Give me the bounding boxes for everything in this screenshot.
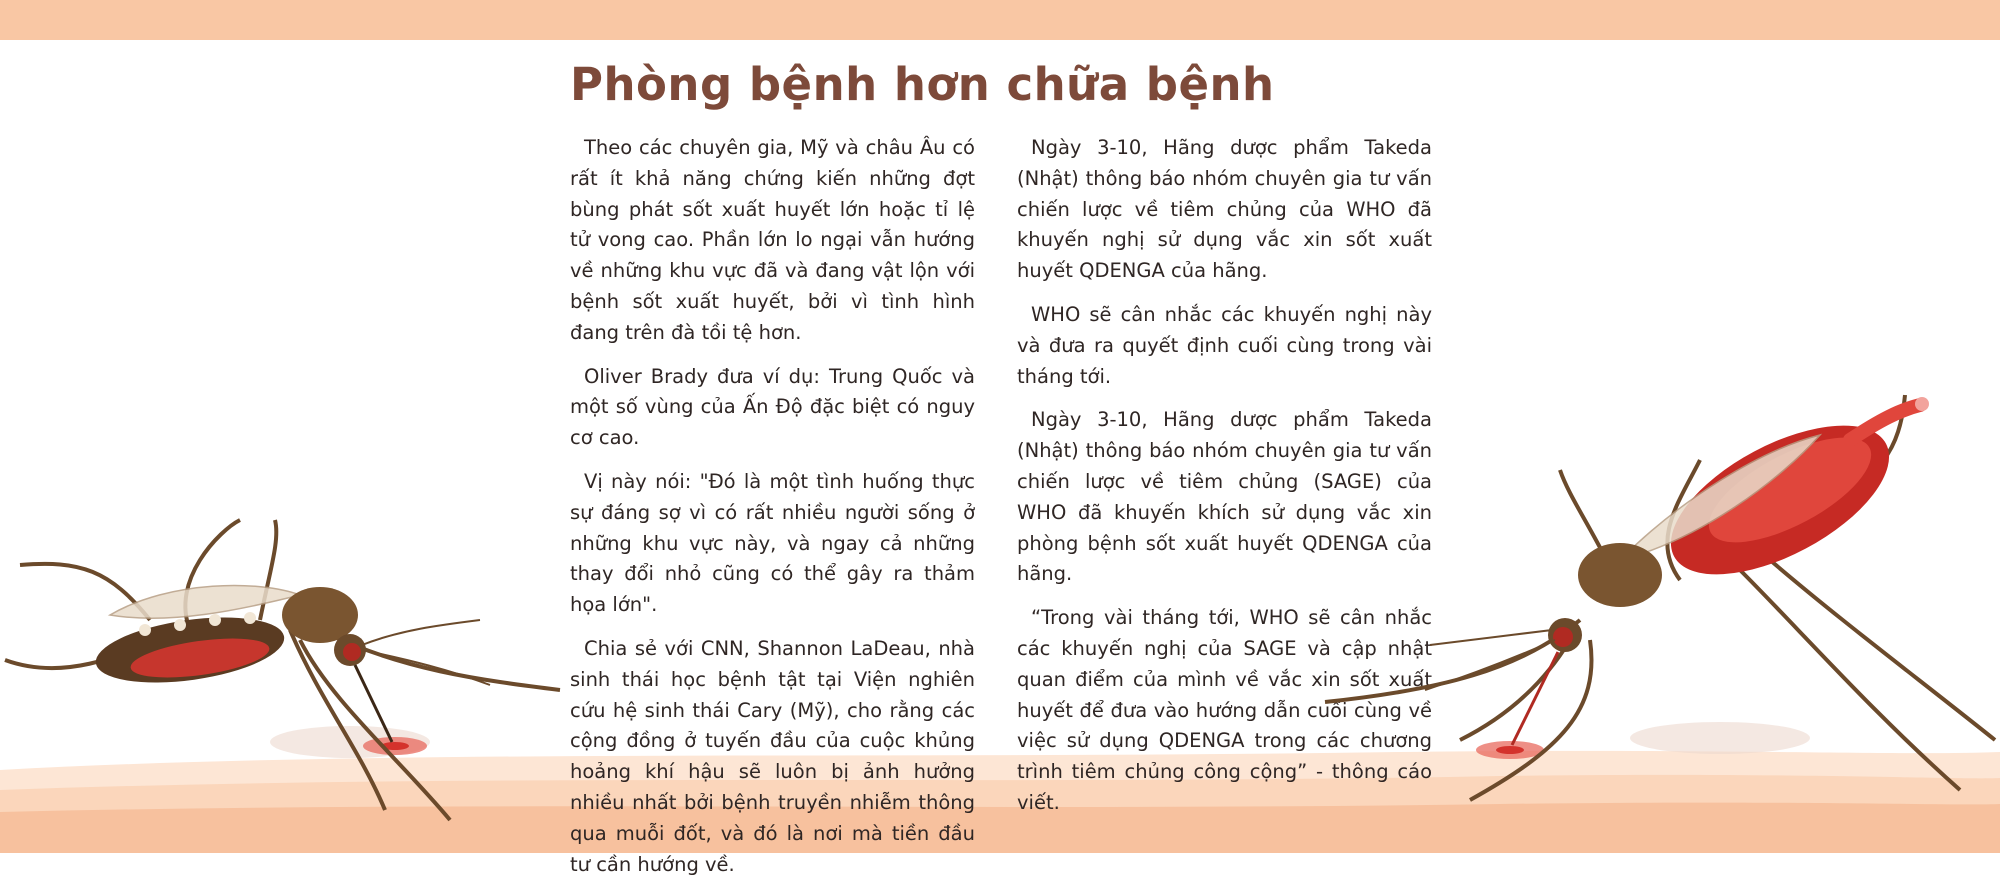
paragraph: Vị này nói: "Đó là một tình huống thực sự đáng sợ vì có rất nhiều người sống ở những khu vực này, và ngay cả những thay đổi nhỏ cũng có thể gây ra thảm họa lớn".	[570, 469, 975, 617]
paragraph: Ngày 3-10, Hãng dược phẩm Takeda (Nhật) thông báo nhóm chuyên gia tư vấn chiến lược về tiêm chủng (SAGE) của WHO đã khuyến khích sử dụng vắc xin phòng bệnh sốt xuất huyết QDENGA của hãng.	[1017, 408, 1432, 586]
mosquito-right-illustration	[1320, 390, 2000, 820]
paragraph: Chia sẻ với CNN, Shannon LaDeau, nhà sinh thái học bệnh tật tại Viện nghiên cứu hệ sinh thái Cary (Mỹ), cho rằng các cộng đồng ở tuyến đầu của cuộc khủng hoảng khí hậu sẽ luôn bị ảnh hưởng nhiều nhất bởi bệnh truyền nhiễm thông qua muỗi đốt, và đó là nơi mà tiền đầu tư cần hướng về.	[570, 636, 975, 876]
article-title: Phòng bệnh hơn chữa bệnh	[570, 58, 1275, 111]
mosquito-left-illustration	[0, 500, 570, 840]
paragraph: Theo các chuyên gia, Mỹ và châu Âu có rất ít khả năng chứng kiến những đợt bùng phát sốt xuất huyết lớn hoặc tỉ lệ tử vong cao. Phần lớn lo ngại vẫn hướng về những khu vực đã và đang vật lộn với bệnh sốt xuất huyết, bởi vì tình hình đang trên đà tồi tệ hơn.	[570, 136, 975, 344]
paragraph: Oliver Brady đưa ví dụ: Trung Quốc và một số vùng của Ấn Độ đặc biệt có nguy cơ cao.	[570, 364, 975, 450]
paragraph: Ngày 3-10, Hãng dược phẩm Takeda (Nhật) thông báo nhóm chuyên gia tư vấn chiến lược về tiêm chủng của WHO đã khuyến nghị sử dụng vắc xin sốt xuất huyết QDENGA của hãng.	[1017, 136, 1432, 283]
paragraph: WHO sẽ cân nhắc các khuyến nghị này và đưa ra quyết định cuối cùng trong vài tháng tới.	[1017, 302, 1432, 388]
article-column-left	[570, 133, 975, 893]
paragraph: “Trong vài tháng tới, WHO sẽ cân nhắc các khuyến nghị của SAGE và cập nhật quan điểm của mình về vắc xin sốt xuất huyết để đưa vào hướng dẫn cuối cùng về việc sử dụng QDENGA trong các chương trình tiêm chủng công cộng” - thông cáo viết.	[1017, 606, 1432, 814]
